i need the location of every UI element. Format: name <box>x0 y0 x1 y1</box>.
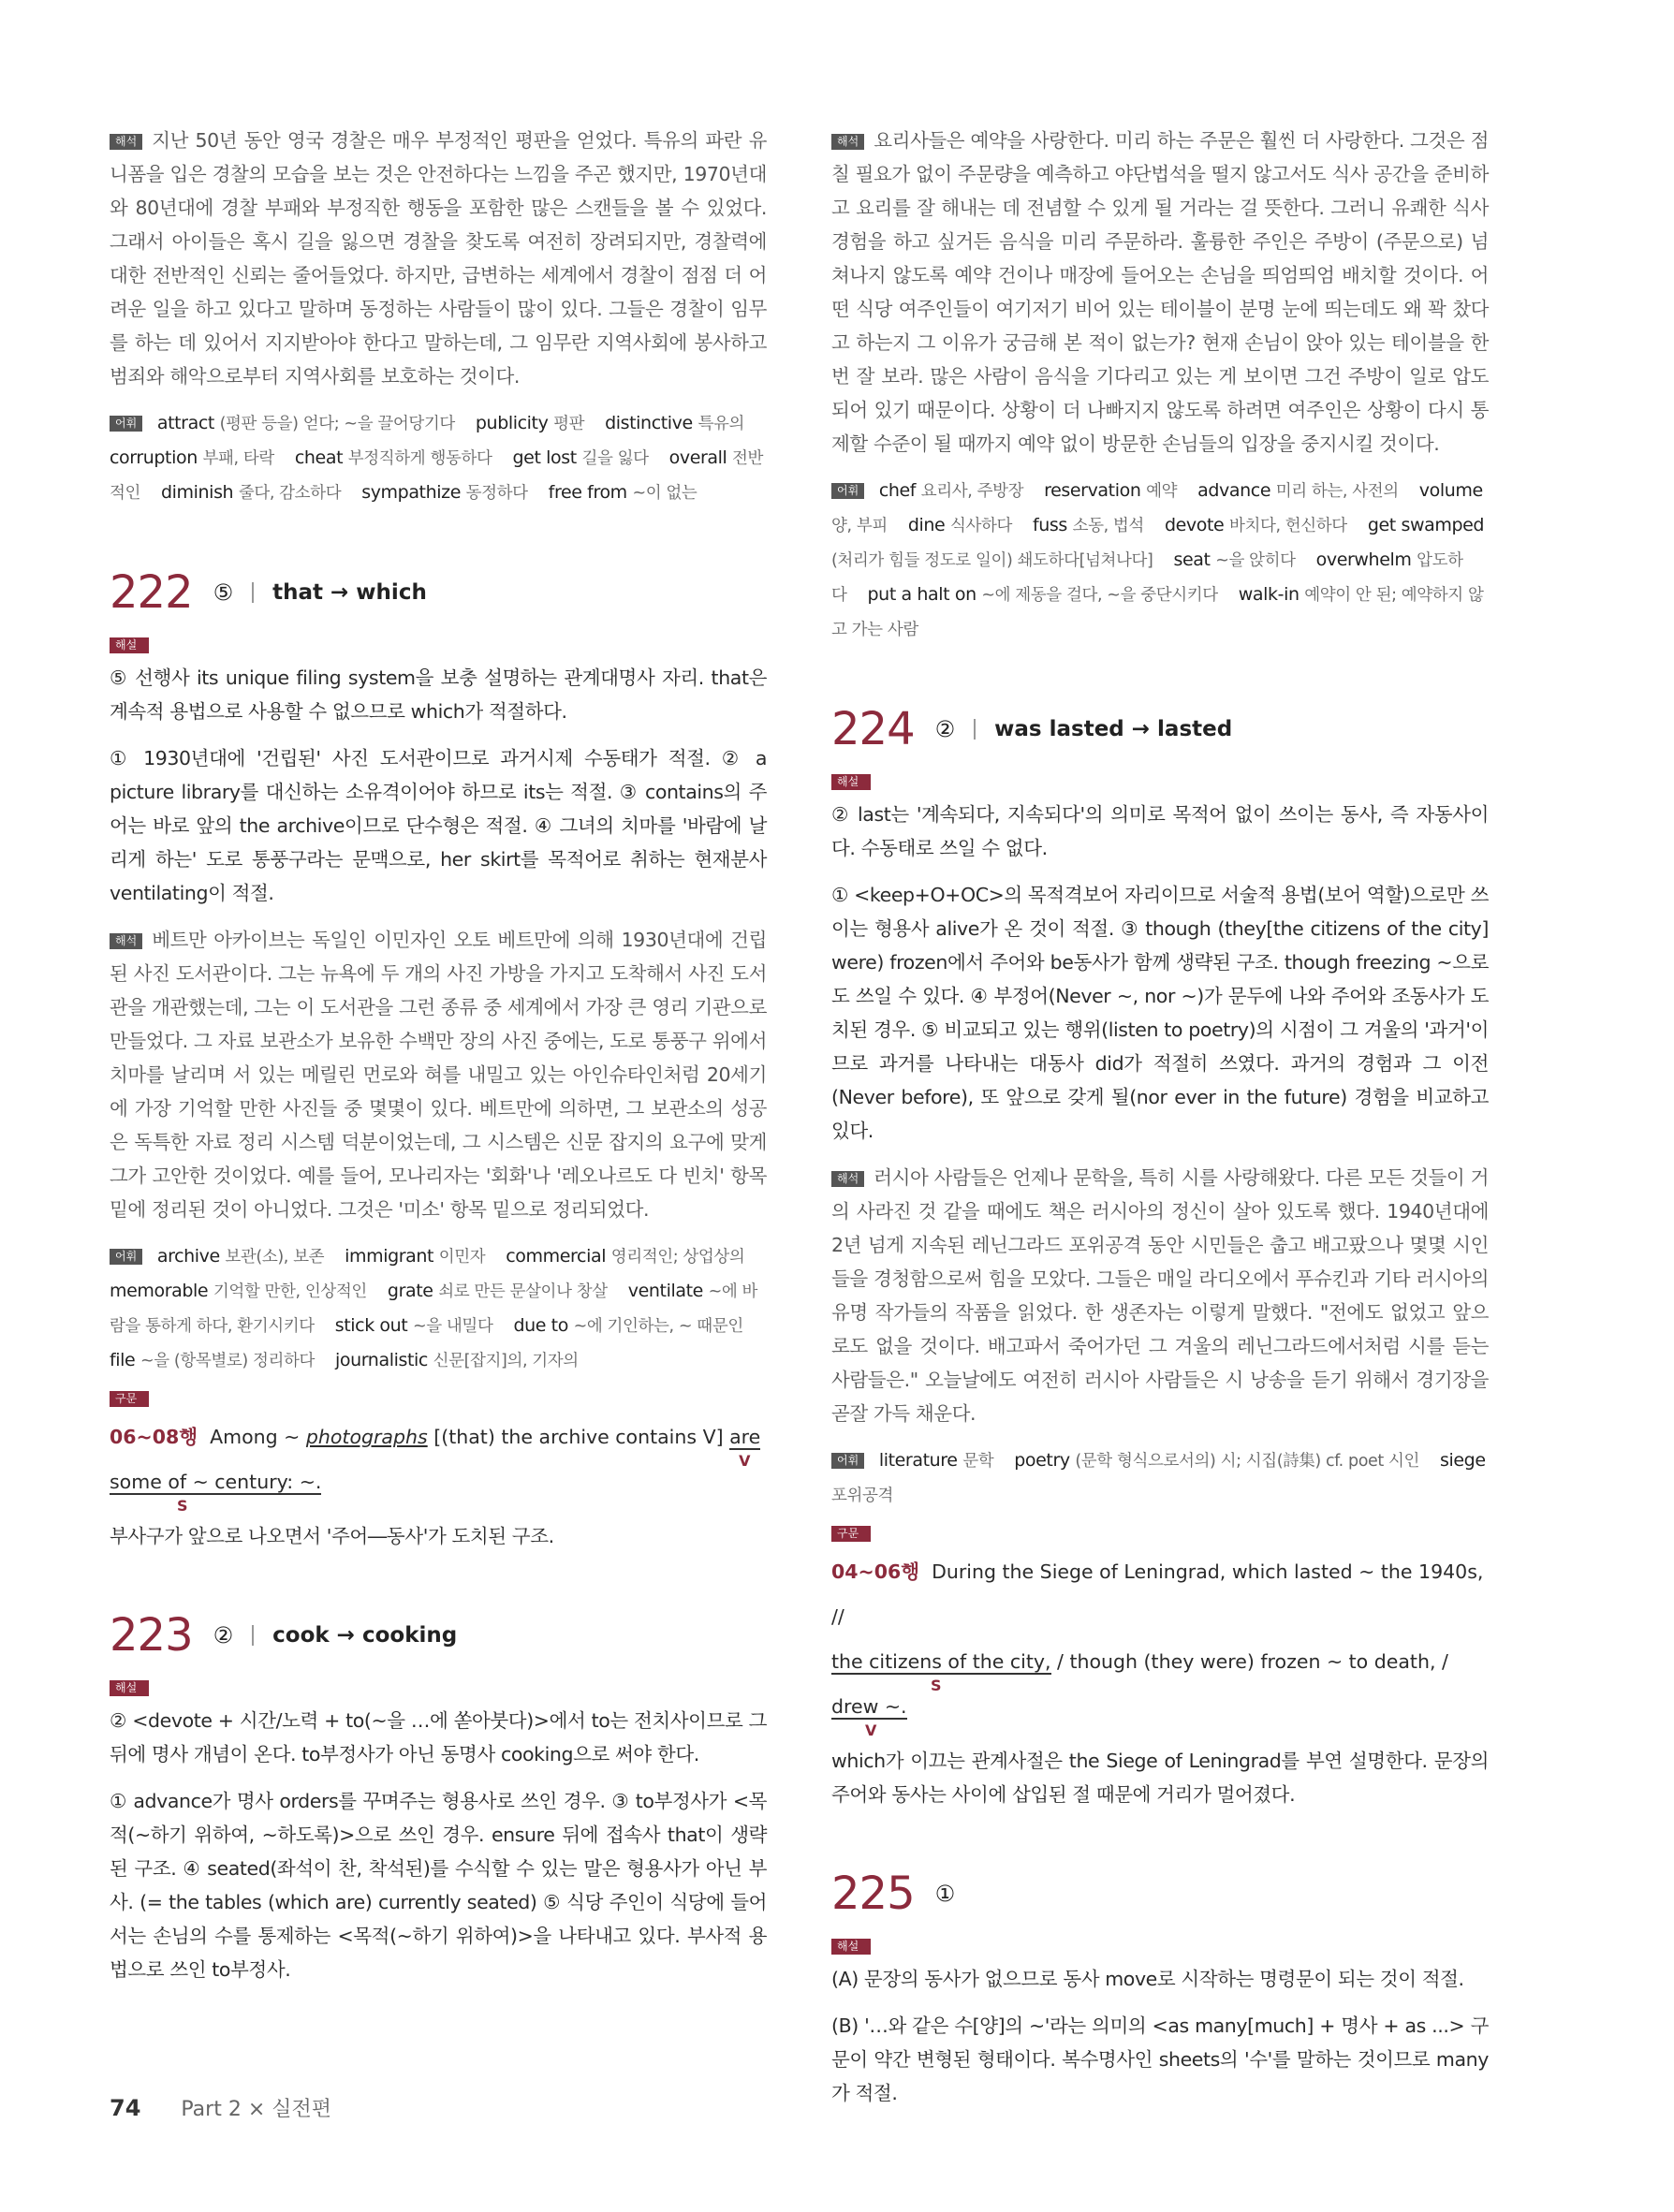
vocab-word: advance <box>1197 480 1276 501</box>
vocab-meaning: 보관(소), 보존 <box>225 1248 325 1267</box>
q224-explanation-main: ② last는 '계속되다, 지속되다'의 의미로 목적어 없이 쓰이는 동사, 즉 자동사이다. 수동태로 쓰일 수 없다. <box>831 803 1489 859</box>
q224-translation-text: 러시아 사람들은 언제나 문학을, 특히 시를 사랑해왔다. 다른 모든 것들이 거의 사라진 것 같을 때에도 책은 러시아의 정신이 살아 있도록 했다. 1940년대에 2년 넘게 지속된 레닌그라드 포위공격 동안 시민들은 춥고 배고팠으나 몇몇 시인들을 경청함으로써 힘을 모았다. 그들은 매일 라디오에서 푸슈킨과 기타 러시아의 유명 작가들의 작품을 읽었다. 한 생존자는 이렇게 말했다. "전에도 없었고 앞으로도 없을 것이다. 배고파서 죽어가던 그 겨울의 레닌그라드에서처럼 시를 듣는 사람들은." 오늘날에도 여전히 러시아 사람들은 시 낭송을 듣기 위해서 경기장을 곧잘 가득 채운다. <box>831 1166 1489 1425</box>
vocab-meaning: (평판 등을) 얻다; ~을 끌어당기다 <box>219 415 455 433</box>
q224-translation <box>831 1161 1489 1430</box>
vocab-meaning: 예약이 안 된; 예약하지 않고 가는 사람 <box>831 586 1484 639</box>
vocab-word: dine <box>907 515 950 535</box>
vocab-meaning: ~이 없는 <box>632 484 698 503</box>
vocab-word: poetry <box>1014 1450 1076 1471</box>
vocabulary-tag: 어휘 <box>110 1249 142 1265</box>
vocab-meaning: 동정하다 <box>465 484 528 503</box>
divider <box>974 719 976 740</box>
q222-translation <box>110 923 767 1226</box>
vocab-word: seat <box>1173 549 1216 570</box>
divider <box>252 1625 254 1646</box>
vocab-word: overall <box>668 447 733 468</box>
vocab-meaning: 평판 <box>553 415 585 433</box>
vocab-meaning: ~을 내밀다 <box>413 1317 493 1336</box>
structure-subject: the citizens of the city, S <box>831 1639 1051 1684</box>
vocab-meaning: 이민자 <box>438 1248 486 1267</box>
q222-explanation-main: ⑤ 선행사 its unique filing system을 보충 설명하는 관계대명사 자리. that은 계속적 용법으로 사용할 수 없으므로 which가 적절하다. <box>110 667 767 723</box>
q222-answer: ⑤ <box>213 579 234 606</box>
q222-translation-text: 베트만 아카이브는 독일인 이민자인 오토 베트만에 의해 1930년대에 건립된 사진 도서관이다. 그는 뉴욕에 두 개의 사진 가방을 가지고 도착해서 사진 도서관을 개관했는데, 그는 이 도서관을 그런 종류 중 세계에서 가장 큰 영리 기관으로 만들었다. 그 자료 보관소가 보유한 수백만 장의 사진 중에는, 도로 통풍구 위에서 치마를 날리며 서 있는 메릴린 먼로와 혀를 내밀고 있는 아인슈타인처럼 20세기에 가장 기억할 만한 사진들 중 몇몇이 있다. 베트만에 의하면, 그 보관소의 성공은 독특한 자료 정리 시스템 덕분이었는데, 그 시스템은 신문 잡지의 요구에 맞게 그가 고안한 것이었다. 예를 들어, 모나리자는 '회화'나 '레오나르도 다 빈치' 항목 밑에 정리된 것이 아니었다. 그것은 '미소' 항목 밑으로 정리되었다. <box>110 929 767 1221</box>
q224-explanation-options: ① <keep+O+OC>의 목적격보어 자리이므로 서술적 용법(보어 역할)으로만 쓰이는 형용사 alive가 온 것이 적절. ③ though (they[the citizens of the city] were) frozen에서 주어와 be동사가 함께 생략된 구조. though freezing ~으로도 쓰일 수 있다. ④ 부정어(Never ~, nor ~)가 문두에 나와 주어와 조동사가 도치된 경우. ⑤ 비교되고 있는 행위(listen to poetry)의 시점이 그 겨울의 '과거'이므로 과거를 나타내는 대동사 did가 적절히 쓰였다. 과거의 경험과 그 이전(Never before), 또 앞으로 갖게 될(nor ever in the future) 경험을 비교하고 있다. <box>831 884 1489 1142</box>
q222-correction: that → which <box>272 580 427 605</box>
vocab-meaning: ~에 바람을 통하게 하다, 환기시키다 <box>110 1282 757 1336</box>
page-number: 74 <box>110 2095 141 2121</box>
structure-verb: are V <box>729 1414 760 1459</box>
vocab-meaning: ~에 제동을 걸다, ~을 중단시키다 <box>981 586 1218 605</box>
q224-structure <box>831 1549 1489 1739</box>
q223-answer: ② <box>213 1622 234 1648</box>
vocab-word: reservation <box>1044 480 1147 501</box>
q224-number: 224 <box>831 703 915 755</box>
vocab-word: literature <box>878 1450 963 1471</box>
structure-lines: 06~08행 <box>110 1426 198 1448</box>
vocab-word: immigrant <box>345 1246 439 1267</box>
vocab-word: stick out <box>334 1315 413 1336</box>
translation-tag: 해석 <box>110 933 142 949</box>
vocab-word: volume <box>1418 480 1483 501</box>
divider <box>252 582 254 603</box>
vocab-meaning: 특유의 <box>698 415 744 433</box>
q224-correction: was lasted → lasted <box>994 717 1233 741</box>
q222-header <box>110 566 767 619</box>
vocab-word: due to <box>513 1315 574 1336</box>
q222-structure <box>110 1414 767 1515</box>
vocab-meaning: 길을 잃다 <box>581 449 649 468</box>
vocab-word: diminish <box>161 482 239 503</box>
vocab-word: put a halt on <box>867 584 982 605</box>
vocab-word: overwhelm <box>1315 549 1417 570</box>
q224-header <box>831 703 1489 755</box>
vocab-meaning: 소동, 법석 <box>1072 517 1144 535</box>
structure-subject: some of ~ century: ~. S <box>110 1459 321 1504</box>
structure-lines: 04~06행 <box>831 1560 920 1583</box>
structure-part-a: Among ~ <box>210 1426 301 1448</box>
vocab-meaning: 부정직하게 행동하다 <box>347 449 492 468</box>
vocab-word: memorable <box>110 1281 213 1301</box>
q223-translation <box>831 124 1489 461</box>
q223-translation-text: 요리사들은 예약을 사랑한다. 미리 하는 주문은 훨씬 더 사랑한다. 그것은 점칠 필요가 없이 주문량을 예측하고 야단법석을 떨지 않고서도 식사 공간을 준비하고 요리를 잘 해내는 데 전념할 수 있게 될 거라는 걸 뜻한다. 그러니 유쾌한 식사 경험을 하고 싶거든 음식을 미리 주문하라. 훌륭한 주인은 주방이 (주문으로) 넘쳐나지 않도록 예약 건이나 매장에 들어오는 손님을 띄엄띄엄 배치할 것이다. 어떤 식당 여주인들이 여기저기 비어 있는 테이블이 분명 눈에 띄는데도 왜 꽉 찼다고 하는지 그 이유가 궁금해 본 적이 없는가? 현재 손님이 앉아 있는 테이블을 한 번 잘 보라. 많은 사람이 음식을 기다리고 있는 게 보이면 그건 주방이 일로 압도되어 있기 때문이다. 상황이 더 나빠지지 않도록 하려면 여주인은 상황이 다시 통제할 수준이 될 때까지 예약 없이 방문한 손님들의 입장을 중지시킬 것이다. <box>831 129 1489 455</box>
structure-part-c: [(that) the archive contains V] <box>433 1426 724 1448</box>
part-label: Part 2 × 실전편 <box>181 2098 332 2121</box>
vocab-word: file <box>110 1350 140 1370</box>
vocabulary-tag: 어휘 <box>831 483 864 499</box>
q225-number: 225 <box>831 1868 915 1920</box>
q222-explanation-options: ① 1930년대에 '건립된' 사진 도서관이므로 과거시제 수동태가 적절. ② a picture library를 대신하는 소유격이어야 하므로 its는 적절. ③ contains의 주어는 바로 앞의 the archive이므로 단수형은 적절. ④ 그녀의 치마를 '바람에 날리게 하는' 도로 통풍구라는 문맥으로, her skirt를 목적어로 취하는 현재분사 ventilating이 적절. <box>110 747 767 904</box>
vocab-meaning: 압도하다 <box>831 551 1463 605</box>
vocab-meaning: 포위공격 <box>831 1487 894 1505</box>
verb-label: V <box>865 1721 877 1739</box>
q223-number: 223 <box>110 1609 193 1662</box>
vocab-meaning: 예약 <box>1146 482 1178 501</box>
q224-answer: ② <box>934 716 956 742</box>
vocab-meaning: 바치다, 헌신하다 <box>1228 517 1347 535</box>
vocab-word: commercial <box>506 1246 611 1267</box>
structure-tag: 구문 <box>110 1391 149 1407</box>
verb-label: V <box>739 1452 751 1470</box>
q222-number: 222 <box>110 566 193 619</box>
vocab-word: devote <box>1164 515 1229 535</box>
vocab-meaning: 요리사, 주방장 <box>920 482 1024 501</box>
explanation-tag: 해설 <box>110 637 149 653</box>
vocab-word: chef <box>878 480 921 501</box>
vocab-meaning: 미리 하는, 사전의 <box>1275 482 1399 501</box>
translation-tag: 해석 <box>831 1171 864 1187</box>
q225-answer: ① <box>934 1881 956 1907</box>
q221-vocabulary <box>110 406 767 510</box>
q223-header <box>110 1609 767 1662</box>
page-footer <box>110 2093 331 2122</box>
vocab-meaning: 문학 <box>962 1452 994 1471</box>
vocab-word: fuss <box>1033 515 1073 535</box>
vocab-word: publicity <box>475 413 554 433</box>
q222-structure-note: 부사구가 앞으로 나오면서 '주어―동사'가 도치된 구조. <box>110 1525 554 1547</box>
q222-vocabulary <box>110 1239 767 1378</box>
structure-part-b: photographs <box>305 1426 428 1448</box>
translation-tag: 해석 <box>110 134 142 150</box>
vocab-meaning: ~을 앉히다 <box>1215 551 1296 570</box>
structure-tag: 구문 <box>831 1526 871 1542</box>
q225-explanation-a: (A) 문장의 동사가 없으므로 동사 move로 시작하는 명령문이 되는 것이 적절. <box>831 1968 1464 1990</box>
vocab-word: corruption <box>110 447 203 468</box>
translation-tag: 해석 <box>831 134 864 150</box>
vocab-word: siege <box>1440 1450 1486 1471</box>
vocab-meaning: 줄다, 감소하다 <box>238 484 342 503</box>
vocab-word: cheat <box>294 447 348 468</box>
vocab-word: distinctive <box>605 413 698 433</box>
vocab-meaning: 영리적인; 상업상의 <box>610 1248 745 1267</box>
vocab-meaning: 전반적인 <box>110 449 764 503</box>
q223-explanation-main: ② <devote + 시간/노력 + to(~을 …에 쏟아붓다)>에서 to는 전치사이므로 그 뒤에 명사 개념이 온다. to부정사가 아닌 동명사 cooking으로 써야 한다. <box>110 1709 767 1765</box>
q221-translation <box>110 124 767 393</box>
explanation-tag: 해설 <box>831 774 871 790</box>
q224-structure-note: which가 이끄는 관계사절은 the Siege of Leningrad를 부연 설명한다. 문장의 주어와 동사는 사이에 삽입된 절 때문에 거리가 멀어졌다. <box>831 1750 1489 1806</box>
structure-verb: drew ~. V <box>831 1684 907 1729</box>
vocab-word: sympathize <box>361 482 466 503</box>
vocab-meaning: 식사하다 <box>949 517 1012 535</box>
vocab-meaning: 양, 부피 <box>831 517 888 535</box>
subject-label: S <box>177 1497 188 1515</box>
subject-label: S <box>931 1677 942 1694</box>
vocab-word: grate <box>387 1281 439 1301</box>
vocab-meaning: (처리가 힘들 정도로 일이) 쇄도하다[넘쳐나다] <box>831 551 1153 570</box>
q223-vocabulary <box>831 474 1489 647</box>
vocab-meaning: 쇠로 만든 문살이나 창살 <box>438 1282 608 1301</box>
vocab-word: attract <box>156 413 220 433</box>
q225-explanation-b: (B) '…와 같은 수[양]의 ~'라는 의미의 <as many[much] + 명사 + as ...> 구문이 약간 변형된 형태이다. 복수명사인 sheets의 '수'를 말하는 것이므로 many가 적절. <box>831 2014 1489 2104</box>
vocab-meaning: 부패, 타락 <box>202 449 274 468</box>
vocab-meaning: ~을 (항목별로) 정리하다 <box>140 1352 315 1370</box>
q223-explanation-options: ① advance가 명사 orders를 꾸며주는 형용사로 쓰인 경우. ③ to부정사가 <목적(~하기 위하여, ~하도록)>으로 쓰인 경우. ensure 뒤에 접속사 that이 생략된 구조. ④ seated(좌석이 찬, 착석된)를 수식할 수 있는 말은 형용사가 아닌 부사. (= the tables (which are) currently seated) ⑤ 식당 주인이 식당에 들어서는 손님의 수를 통제하는 <목적(~하기 위하여)>을 나타내고 있다. 부사적 용법으로 쓰인 to부정사. <box>110 1790 767 1981</box>
vocab-meaning: 신문[잡지]의, 기자의 <box>433 1352 579 1370</box>
vocab-word: archive <box>156 1246 226 1267</box>
vocabulary-tag: 어휘 <box>831 1453 864 1469</box>
vocab-word: get lost <box>512 447 582 468</box>
explanation-tag: 해설 <box>831 1939 871 1955</box>
q223-correction: cook → cooking <box>272 1623 458 1648</box>
vocab-word: ventilate <box>627 1281 709 1301</box>
right-column <box>831 124 1489 2123</box>
left-column <box>110 124 767 2000</box>
vocabulary-tag: 어휘 <box>110 416 142 432</box>
q221-translation-text: 지난 50년 동안 영국 경찰은 매우 부정적인 평판을 얻었다. 특유의 파란 유니폼을 입은 경찰의 모습을 보는 것은 안전하다는 느낌을 주곤 했지만, 1970년대와 80년대에 경찰 부패와 부정직한 행동을 포함한 많은 스캔들을 볼 수 있었다. 그래서 아이들은 혹시 길을 잃으면 경찰을 찾도록 여전히 장려되지만, 경찰력에 대한 전반적인 신뢰는 줄어들었다. 하지만, 급변하는 세계에서 경찰이 점점 더 어려운 일을 하고 있다고 말하며 동정하는 사람들이 많이 있다. 그들은 경찰이 임무를 하는 데 있어서 지지받아야 한다고 말하는데, 그 임무란 지역사회에 봉사하고 범죄와 해악으로부터 지역사회를 보호하는 것이다. <box>110 129 767 388</box>
vocab-word: free from <box>548 482 633 503</box>
structure-part-a: During the Siege of Leningrad, which lasted ~ the 1940s, // <box>831 1560 1484 1628</box>
explanation-tag: 해설 <box>110 1680 149 1696</box>
vocab-meaning: (문학 형식으로서의) 시; 시집(詩集) cf. poet 시인 <box>1075 1452 1420 1471</box>
vocab-word: walk-in <box>1238 584 1305 605</box>
vocab-meaning: 기억할 만한, 인상적인 <box>213 1282 367 1301</box>
structure-part-c: / though (they were) frozen ~ to death, / <box>1057 1650 1448 1673</box>
q224-vocabulary <box>831 1443 1489 1513</box>
vocab-meaning: ~에 기인하는, ~ 때문인 <box>573 1317 743 1336</box>
vocab-word: journalistic <box>334 1350 433 1370</box>
q225-header <box>831 1868 1489 1920</box>
vocab-word: get swamped <box>1367 515 1485 535</box>
